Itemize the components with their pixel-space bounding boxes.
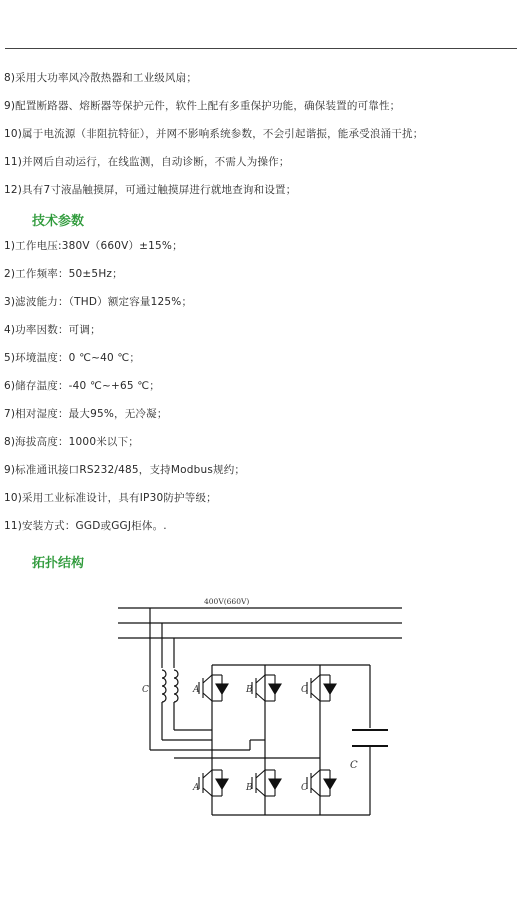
diode-a-top <box>212 675 228 701</box>
diode-a-bottom <box>212 770 228 796</box>
param-filtering: 3)滤波能力：（THD）额定容量125%； <box>4 296 193 308</box>
voltage-label: 400V(660V) <box>204 597 250 606</box>
feature-item-12: 12)具有7寸液晶触摸屏，可通过触摸屏进行就地查询和设置； <box>4 184 297 196</box>
param-storage-temp: 6)储存温度：-40 ℃~+65 ℃； <box>4 380 160 392</box>
phase-a-bottom-label: A <box>193 783 200 793</box>
dc-capacitor <box>352 730 388 750</box>
param-voltage: 1)工作电压:380V（660V）±15%； <box>4 240 183 252</box>
diode-c-bottom <box>320 770 336 796</box>
feature-item-11: 11)并网后自动运行，在线监测，自动诊断，不需人为操作； <box>4 156 290 168</box>
feature-item-10: 10)属于电流源（非阻抗特征），并网不影响系统参数，不会引起谐振，能承受浪涌干扰； <box>4 128 424 140</box>
igbt-b-top <box>252 675 265 701</box>
diode-b-top <box>265 675 281 701</box>
phase-b-bottom-label: B <box>246 783 253 793</box>
igbt-a-bottom <box>199 770 212 796</box>
param-altitude: 8)海拔高度：1000米以下； <box>4 436 139 448</box>
param-comm: 9)标准通讯接口RS232/485，支持Modbus规约； <box>4 464 246 476</box>
phase-a-top-label: A <box>193 685 200 695</box>
tech-params-heading: 技术参数 <box>32 214 85 229</box>
diode-c-top <box>320 675 336 701</box>
igbt-top-row <box>199 675 336 701</box>
topology-diagram <box>0 590 532 850</box>
capacitor-label: C <box>350 760 358 771</box>
diode-b-bottom <box>265 770 281 796</box>
param-ambient-temp: 5)环境温度：0 ℃~40 ℃； <box>4 352 141 364</box>
igbt-c-top <box>307 675 320 701</box>
igbt-c-bottom <box>307 770 320 796</box>
feature-item-9: 9)配置断路器、熔断器等保护元件，软件上配有多重保护功能，确保装置的可靠性； <box>4 100 401 112</box>
topology-heading: 拓扑结构 <box>32 556 85 571</box>
phase-c-bottom-label: C <box>301 783 308 793</box>
feature-item-8: 8)采用大功率风冷散热器和工业级风扇； <box>4 72 198 84</box>
param-power-factor: 4)功率因数：可调； <box>4 324 101 336</box>
param-frequency: 2)工作频率：50±5Hz； <box>4 268 123 280</box>
igbt-b-bottom <box>252 770 265 796</box>
inductor-coils <box>162 670 178 702</box>
inductor-label: C <box>142 685 149 695</box>
igbt-bottom-row <box>199 770 336 796</box>
igbt-a-top <box>199 675 212 701</box>
param-installation: 11)安装方式：GGD或GGJ柜体。. <box>4 520 167 532</box>
phase-b-top-label: B <box>246 685 253 695</box>
header-rule <box>5 48 517 49</box>
phase-c-top-label: C <box>301 685 308 695</box>
param-protection: 10)采用工业标准设计，具有IP30防护等级； <box>4 492 217 504</box>
param-humidity: 7)相对湿度：最大95%，无冷凝； <box>4 408 168 420</box>
